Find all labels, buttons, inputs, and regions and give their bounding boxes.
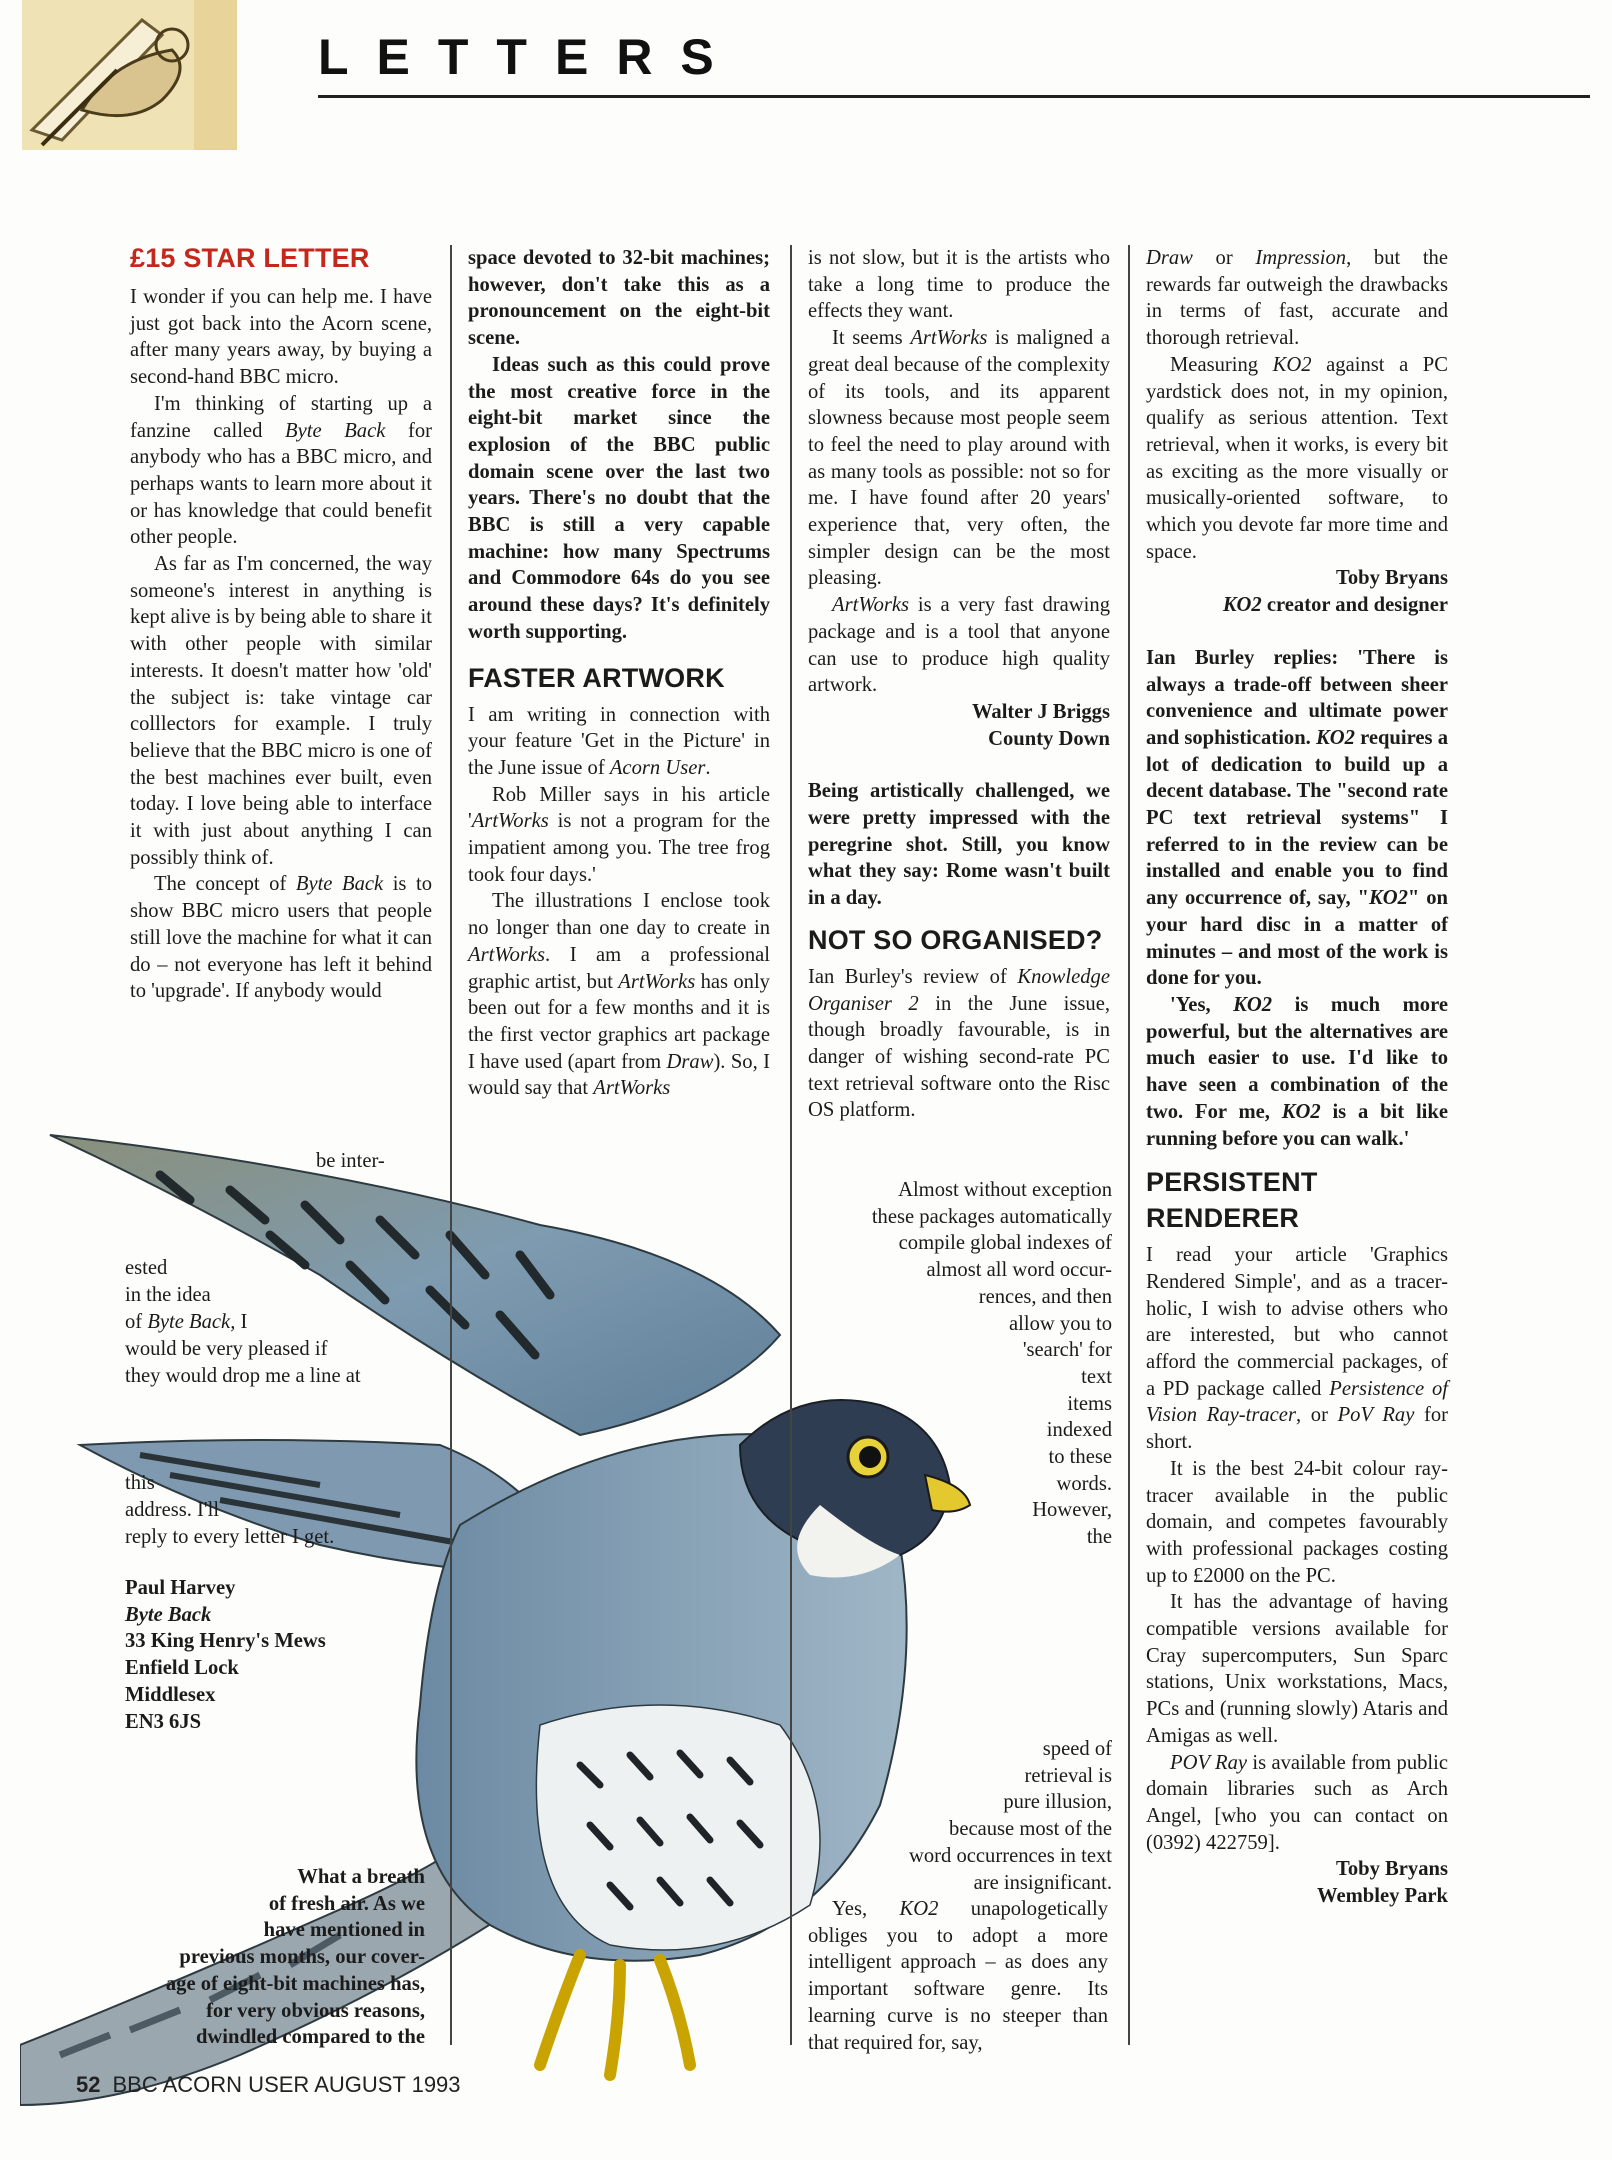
editor-reply: Ian Burley replies: 'There is always a trade-off between sheer convenience and ultimate power and sophistication. KO2 requires a lot of dedication to build up a decent database. The "second rate PC text retrieval systems" I referred to in the review can be installed and enable you to find any occurrence of, say, "KO2" on your hard disc in a matter of minutes – and most of the work is done for you. <box>1146 646 1448 990</box>
postage-stamp-illustration <box>22 0 237 150</box>
column-rule <box>1128 245 1130 2045</box>
column-3-end <box>808 1896 1108 2056</box>
sig-name: Toby Bryans <box>1336 1858 1448 1881</box>
wrap-line: of Byte Back, I <box>125 1311 248 1333</box>
wrap-line: be inter- <box>316 1150 385 1172</box>
faster-artwork-heading: FASTER ARTWORK <box>468 662 725 693</box>
wrap-block: speed of retrieval is pure illusion, because most of the word occurrences in text are insignificant. <box>909 1738 1112 1894</box>
column-2 <box>468 245 770 1102</box>
page-footer <box>76 2072 461 2098</box>
sig-org: Byte Back <box>125 1603 212 1626</box>
wrap-block: Almost without exception these packages automatically compile global indexes of almost all word occur- rences, and then allow you to 'search' for text items indexed to these words. However, the <box>871 1179 1112 1549</box>
page-number: 52 <box>76 2072 101 2097</box>
column-4 <box>1146 245 1448 1910</box>
star-letter-heading: £15 STAR LETTER <box>130 243 370 273</box>
letter-paragraph: It seems ArtWorks is maligned a great deal because of the complexity of its tools, and its apparent slowness because most people seem to feel the need to play around with as many tools as possible: not so for me. I have found after 20 years' experience that, very often, the simpler design can be the most pleasing. <box>808 327 1110 590</box>
editor-reply: What a breath of fresh air. As we have mentioned in previous months, our cover- age of eight-bit machines has, for very obvious reasons, dwindled compared to the <box>165 1866 425 2049</box>
sig-name: Paul Harvey <box>125 1577 236 1599</box>
sig-name: Walter J Briggs <box>971 700 1110 723</box>
letter-paragraph: I wonder if you can help me. I have just got back into the Acorn scene, after many years away, by buying a second-hand BBC micro. <box>130 286 432 389</box>
letter-paragraph: Yes, KO2 unapologetically obliges you to adopt a more intelligent approach – as does any important software genre. Its learning curve is no steeper than that required for, say, <box>808 1898 1108 2054</box>
editor-reply: 'Yes, KO2 is much more powerful, but the alternatives are much easier to use. I'd like to have seen a combination of the two. For me, KO2 is a bit like running before you can walk.' <box>1146 993 1449 1150</box>
letter-paragraph: Measuring KO2 against a PC yardstick does not, in my opinion, qualify as serious attention. Text retrieval, when it works, is every bit as exciting as the more visually or musically-oriented software, to which you devote far more time and space. <box>1146 353 1448 563</box>
sig-county: Middlesex <box>125 1683 216 1706</box>
letter-paragraph: It has the advantage of having compatible versions available for Cray supercomputers, Sun Sparc stations, Unix workstations, Macs, PCs and (running slowly) Ataris and Amigas as well. <box>1146 1591 1448 1747</box>
sig-place: Wembley Park <box>1317 1885 1448 1908</box>
column-1 <box>130 240 432 1005</box>
sig-street: 33 King Henry's Mews <box>125 1630 326 1653</box>
column-rule <box>790 245 792 2045</box>
letter-paragraph: The illustrations I enclose took no longer than one day to create in ArtWorks. I am a professional graphic artist, but ArtWorks has only been out for a few months and it is the first vector graphics art package I have used (apart from Draw). So, I would say that ArtWorks <box>468 890 770 1100</box>
signature-block <box>125 1575 326 1735</box>
editor-reply-paragraph: Ideas such as this could prove the most creative force in the eight-bit market since the explosion of the BBC public domain scene over the last two years. There's no doubt that the BBC is still a very capable machine: how many Spectrums and Commodore 64s do you see around these days? It's definitely worth supporting. <box>468 353 770 643</box>
wrap-line: in the idea <box>125 1284 211 1306</box>
wrap-line: would be very pleased if <box>125 1338 328 1360</box>
letter-paragraph: ArtWorks is a very fast drawing package and is a tool that anyone can use to produce high quality artwork. <box>808 594 1110 697</box>
letter-paragraph: is not slow, but it is the artists who take a long time to produce the effects they want. <box>808 247 1110 323</box>
column-3 <box>808 245 1110 1124</box>
wrap-line: they would drop me a line at <box>125 1365 361 1387</box>
section-title: LETTERS <box>318 29 742 85</box>
letter-paragraph: As far as I'm concerned, the way someone's interest in anything is kept alive is by being able to share it with other people with similar interests. It doesn't matter how 'old' the subject is: take vintage car colllectors for example. I truly believe that the BBC micro is one of the best machines ever built, even today. I love being able to interface it with just about anything I can possibly think of. <box>130 553 432 869</box>
letter-paragraph: I'm thinking of starting up a fanzine called Byte Back for anybody who has a BBC micro, and perhaps wants to learn more about it or has knowledge that could benefit other people. <box>130 392 432 549</box>
sig-postcode: EN3 6JS <box>125 1710 202 1733</box>
letter-paragraph: I am writing in connection with your feature 'Get in the Picture' in the June issue of Acorn User. <box>468 703 770 779</box>
persistent-renderer-heading: PERSISTENT RENDERER <box>1146 1167 1318 1234</box>
not-so-organised-heading: NOT SO ORGANISED? <box>808 924 1103 955</box>
wrap-line: address. I'll <box>125 1499 220 1521</box>
header-rule <box>318 95 1590 98</box>
editor-reply-cont: space devoted to 32-bit machines; however, don't take this as a pronouncement on the eight-bit scene. <box>468 247 770 350</box>
letter-paragraph: I read your article 'Graphics Rendered Simple', and as a tracer-holic, I wish to advise others who are interested, but who cannot afford the commercial packages, of a PD package called Persistence of Vision Ray-tracer, or PoV Ray for short. <box>1146 1244 1449 1454</box>
publication-line: BBC ACORN USER AUGUST 1993 <box>112 2072 461 2097</box>
letter-paragraph: Ian Burley's review of Knowledge Organiser 2 in the June issue, though broadly favourable, is in danger of wishing second-rate PC text retrieval software onto the Risc OS platform. <box>808 965 1110 1122</box>
letter-paragraph: POV Ray is available from public domain libraries such as Arch Angel, [who you can contact on (0392) 422759]. <box>1146 1751 1448 1854</box>
wrap-line: this <box>125 1472 155 1494</box>
sig-place: County Down <box>988 727 1110 750</box>
letter-paragraph: Rob Miller says in his article 'ArtWorks is not a program for the impatient among you. The tree frog took four days.' <box>468 783 770 886</box>
sig-role: KO2 creator and designer <box>1222 594 1448 617</box>
sig-name: Toby Bryans <box>1336 567 1448 590</box>
sig-town: Enfield Lock <box>125 1657 239 1680</box>
wrap-line: ested <box>125 1257 168 1279</box>
editor-reply: Being artistically challenged, we were pretty impressed with the peregrine shot. Still, you know what they say: Rome wasn't built in a day. <box>808 780 1110 910</box>
letter-paragraph: The concept of Byte Back is to show BBC micro users that people still love the machine for what it can do – not everyone has left it behind to 'upgrade'. If anybody would <box>130 873 433 1003</box>
column-rule <box>450 245 452 2045</box>
letter-paragraph: Draw or Impression, but the rewards far outweigh the drawbacks in terms of fast, accurate and thorough retrieval. <box>1146 247 1448 350</box>
letter-paragraph: It is the best 24-bit colour ray-tracer available in the public domain, and competes favourably with professional packages costing up to £2000 on the PC. <box>1146 1457 1448 1587</box>
wrap-line: reply to every letter I get. <box>125 1526 335 1548</box>
